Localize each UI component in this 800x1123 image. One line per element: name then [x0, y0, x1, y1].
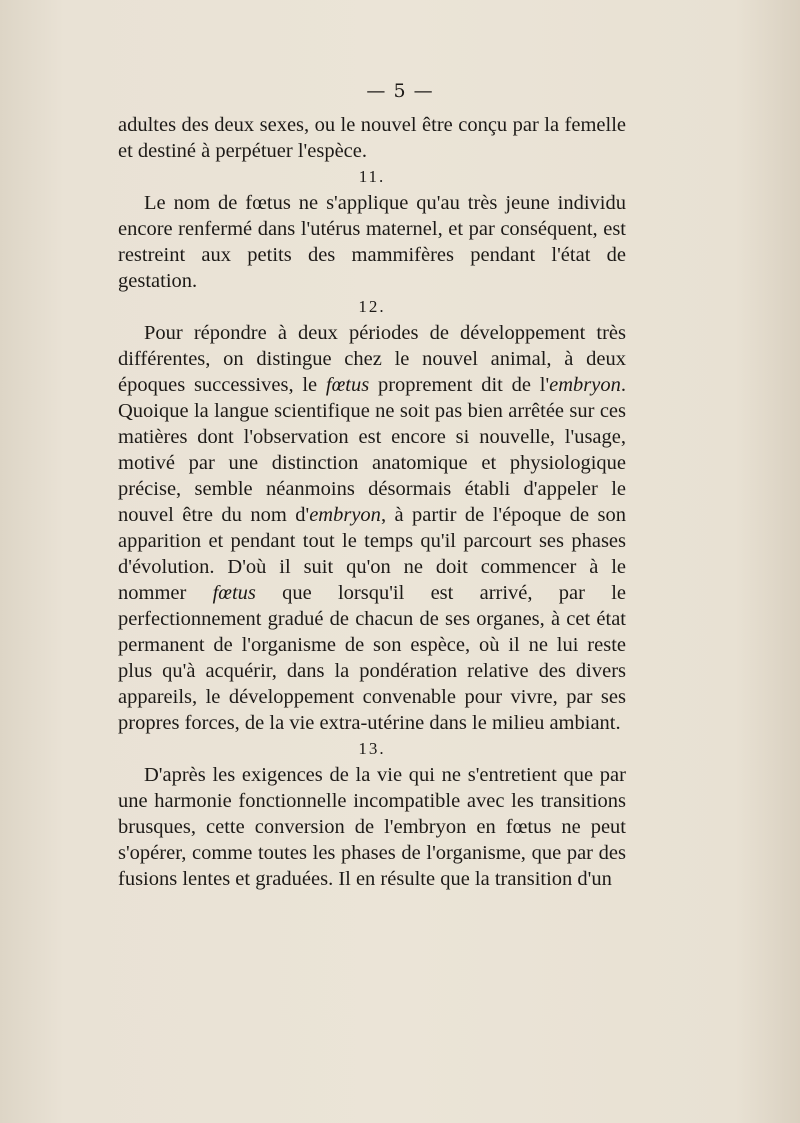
italic-term: fœtus [325, 374, 370, 396]
text-run: adultes des deux sexes, ou le nouvel être conçu par la femelle et destiné à perpétuer l'espèce. [118, 114, 626, 162]
body-text [118, 112, 626, 892]
paragraph [118, 320, 626, 736]
text-run: que lorsqu'il est arrivé, par le perfectionnement gradué de chacun de ses organes, à cet état permanent de l'organisme de son espèce, où il ne lui reste plus qu'à acquérir, dans la pondération relative des divers appareils, le développement convenable pour vivre, par ses propres forces, de la vie extra-utérine dans le milieu ambiant. [118, 582, 626, 734]
section-number: 12. [358, 297, 386, 316]
page-number: — 5 — [366, 80, 434, 102]
italic-term: fœtus [212, 582, 256, 604]
text-run: Pour répondre à deux périodes de développement très différentes, on distingue chez le nouvel animal, à deux époques successives, le [118, 322, 626, 396]
italic-term: embryon [549, 374, 621, 396]
paragraph [118, 190, 626, 294]
paragraph [118, 112, 626, 164]
text-run: proprement dit de l' [369, 374, 550, 396]
text-run: , à partir de l'époque de son apparition et pendant tout le temps qu'il parcourt ses phases d'évolution. D'où il suit qu'on ne doit commencer à le nommer [118, 504, 626, 604]
section-number: 13. [358, 739, 386, 758]
text-run: . Quoique la langue scientifique ne soit pas bien arrêtée sur ces matières dont l'observation est encore si nouvelle, l'usage, motivé par une distinction anatomique et physiologique précise, semble néanmoins désormais établi d'appeler le nouvel être du nom d' [118, 374, 626, 526]
text-run: Le nom de fœtus ne s'applique qu'au très jeune individu encore renfermé dans l'utérus maternel, et par conséquent, est restreint aux petits des mammifères pendant l'état de gestation. [118, 192, 626, 292]
italic-term: embryon [309, 504, 381, 526]
section-number: 11. [358, 167, 386, 186]
text-run: D'après les exigences de la vie qui ne s'entretient que par une harmonie fonctionnelle incompatible avec les transitions brusques, cette conversion de l'embryon en fœtus ne peut s'opérer, comme toutes les phases de l'organisme, que par des fusions lentes et graduées. Il en résulte que la transition d'un [118, 764, 626, 890]
paragraph [118, 762, 626, 892]
